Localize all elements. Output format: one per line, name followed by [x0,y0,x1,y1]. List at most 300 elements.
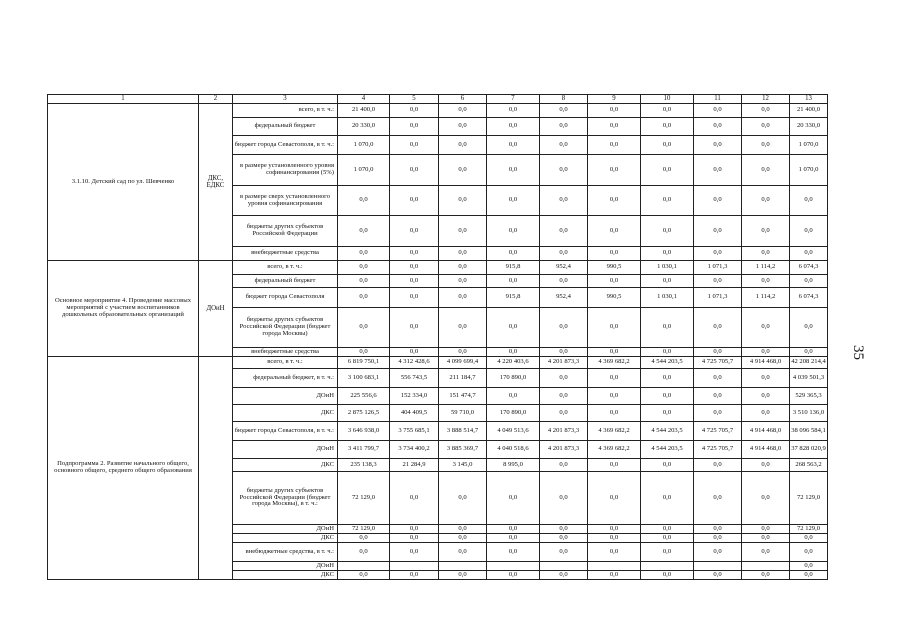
value-cell: 0,0 [641,136,694,155]
value-cell: 0,0 [487,472,540,525]
col-header: 8 [540,95,588,104]
value-cell: 0,0 [694,348,742,357]
value-cell: 0,0 [439,104,487,118]
value-cell: 151 474,7 [439,388,487,405]
value-cell: 0,0 [439,261,487,275]
value-cell: 4 201 873,3 [540,422,588,441]
value-cell: 0,0 [338,186,390,216]
value-cell: 0,0 [742,525,790,534]
value-cell: 404 409,5 [390,405,439,422]
value-cell: 0,0 [694,369,742,388]
value-cell: 3 100 683,1 [338,369,390,388]
value-cell: 0,0 [742,472,790,525]
value-cell: 915,8 [487,261,540,275]
col-header: 11 [694,95,742,104]
value-cell: 0,0 [790,562,828,571]
table-row [48,261,828,275]
value-cell: 4 725 705,7 [694,422,742,441]
value-cell: 0,0 [540,534,588,543]
funding-source-cell: ДОиН [233,388,338,405]
value-cell: 0,0 [390,534,439,543]
funding-source-cell: бюджет города Севастополя, в т. ч.: [233,136,338,155]
col-header: 5 [390,95,439,104]
value-cell: 3 734 400,2 [390,441,439,459]
value-cell: 952,4 [540,288,588,308]
value-cell: 0,0 [540,308,588,348]
value-cell: 0,0 [439,216,487,247]
value-cell: 4 369 682,2 [588,422,641,441]
value-cell: 0,0 [694,472,742,525]
value-cell: 4 201 873,3 [540,441,588,459]
value-cell: 0,0 [439,308,487,348]
value-cell: 0,0 [742,571,790,580]
value-cell: 0,0 [694,216,742,247]
col-header: 7 [487,95,540,104]
value-cell: 3 411 799,7 [338,441,390,459]
value-cell: 59 710,0 [439,405,487,422]
value-cell: 0,0 [439,543,487,562]
value-cell: 0,0 [338,261,390,275]
funding-source-cell: бюджет города Севастополя [233,288,338,308]
value-cell: 0,0 [540,155,588,186]
value-cell: 0,0 [439,472,487,525]
value-cell: 0,0 [742,275,790,288]
value-cell: 0,0 [742,104,790,118]
value-cell: 2 875 126,5 [338,405,390,422]
funding-source-cell: внебюджетные средства, в т. ч.: [233,543,338,562]
funding-source-cell: внебюджетные средства [233,348,338,357]
value-cell: 0,0 [641,275,694,288]
value-cell: 0,0 [694,104,742,118]
value-cell: 0,0 [390,118,439,136]
value-cell: 0,0 [641,155,694,186]
value-cell: 6 074,3 [790,288,828,308]
program-name-cell: 3.1.10. Детский сад по ул. Шевченко [48,104,199,261]
funding-source-cell: ДКС [233,405,338,422]
value-cell: 0,0 [390,261,439,275]
value-cell: 0,0 [742,534,790,543]
value-cell: 0,0 [439,155,487,186]
funding-source-cell: всего, в т. ч.: [233,104,338,118]
value-cell: 0,0 [439,525,487,534]
value-cell: 72 129,0 [790,525,828,534]
value-cell: 21 400,0 [790,104,828,118]
value-cell: 42 208 214,4 [790,357,828,369]
value-cell: 0,0 [742,459,790,472]
value-cell: 0,0 [338,275,390,288]
value-cell: 4 544 203,5 [641,422,694,441]
value-cell: 0,0 [641,186,694,216]
value-cell: 0,0 [540,405,588,422]
funding-source-cell: ДКС [233,571,338,580]
value-cell: 990,5 [588,261,641,275]
value-cell: 0,0 [439,288,487,308]
value-cell: 4 369 682,2 [588,441,641,459]
value-cell: 0,0 [540,118,588,136]
funding-source-cell: ДОиН [233,441,338,459]
value-cell: 0,0 [540,369,588,388]
value-cell: 235 138,3 [338,459,390,472]
value-cell: 4 049 513,6 [487,422,540,441]
value-cell: 0,0 [540,136,588,155]
value-cell: 0,0 [439,136,487,155]
value-cell: 0,0 [588,186,641,216]
value-cell: 0,0 [790,247,828,261]
value-cell: 0,0 [338,543,390,562]
value-cell: 4 725 705,7 [694,357,742,369]
value-cell: 0,0 [641,348,694,357]
value-cell: 0,0 [694,275,742,288]
funding-source-cell: федеральный бюджет, в т. ч.: [233,369,338,388]
value-cell: 4 099 699,4 [439,357,487,369]
value-cell: 4 914 468,0 [742,422,790,441]
value-cell: 1 114,2 [742,288,790,308]
value-cell: 0,0 [694,388,742,405]
value-cell: 0,0 [694,136,742,155]
value-cell: 3 885 369,7 [439,441,487,459]
col-header: 3 [233,95,338,104]
table-row [48,357,828,369]
value-cell: 0,0 [338,308,390,348]
value-cell: 0,0 [487,525,540,534]
value-cell: 529 365,3 [790,388,828,405]
funding-source-cell: внебюджетные средства [233,247,338,261]
value-cell: 0,0 [338,288,390,308]
value-cell: 0,0 [439,571,487,580]
executor-cell: ДОиН [199,261,233,357]
value-cell [742,562,790,571]
value-cell: 0,0 [694,405,742,422]
value-cell: 0,0 [487,247,540,261]
value-cell [390,562,439,571]
value-cell [641,562,694,571]
value-cell: 3 646 938,0 [338,422,390,441]
value-cell: 152 334,0 [390,388,439,405]
value-cell: 0,0 [390,543,439,562]
value-cell: 0,0 [588,247,641,261]
value-cell: 1 114,2 [742,261,790,275]
value-cell: 21 400,0 [338,104,390,118]
value-cell: 0,0 [338,534,390,543]
value-cell: 0,0 [694,155,742,186]
funding-source-cell: бюджет города Севастополя, в т. ч.: [233,422,338,441]
value-cell: 0,0 [338,247,390,261]
executor-cell: ДКС, ЕДКС [199,104,233,261]
value-cell: 72 129,0 [790,472,828,525]
value-cell: 0,0 [641,525,694,534]
value-cell: 0,0 [540,388,588,405]
value-cell: 0,0 [790,308,828,348]
value-cell: 0,0 [641,571,694,580]
value-cell [588,562,641,571]
value-cell: 0,0 [487,571,540,580]
value-cell: 0,0 [694,459,742,472]
value-cell: 0,0 [742,155,790,186]
value-cell: 0,0 [487,186,540,216]
value-cell: 0,0 [641,534,694,543]
funding-source-cell: бюджеты других субъектов Российской Федерации (бюджет города Москвы) [233,308,338,348]
value-cell: 0,0 [790,348,828,357]
col-header: 1 [48,95,199,104]
value-cell: 0,0 [390,155,439,186]
value-cell: 0,0 [641,388,694,405]
value-cell: 0,0 [540,186,588,216]
value-cell: 37 828 020,9 [790,441,828,459]
value-cell: 0,0 [742,348,790,357]
col-header: 6 [439,95,487,104]
value-cell: 0,0 [790,216,828,247]
value-cell: 0,0 [540,275,588,288]
value-cell: 0,0 [742,543,790,562]
value-cell: 0,0 [390,275,439,288]
funding-source-cell: бюджеты других субъектов Российской Федерации (бюджет города Москвы), в т. ч.: [233,472,338,525]
value-cell: 4 312 428,6 [390,357,439,369]
value-cell: 0,0 [540,525,588,534]
table-row [48,104,828,118]
value-cell: 1 070,0 [338,136,390,155]
value-cell: 0,0 [540,472,588,525]
value-cell: 915,8 [487,288,540,308]
value-cell: 0,0 [742,308,790,348]
value-cell: 3 145,0 [439,459,487,472]
value-cell: 0,0 [338,216,390,247]
value-cell: 0,0 [540,459,588,472]
value-cell: 0,0 [641,369,694,388]
value-cell: 0,0 [790,571,828,580]
value-cell [338,562,390,571]
value-cell: 4 220 403,6 [487,357,540,369]
value-cell: 0,0 [439,534,487,543]
value-cell: 0,0 [588,459,641,472]
value-cell: 0,0 [390,186,439,216]
value-cell: 0,0 [641,308,694,348]
value-cell: 1 071,3 [694,261,742,275]
funding-source-cell: ДОиН [233,562,338,571]
value-cell [487,562,540,571]
value-cell: 0,0 [742,405,790,422]
value-cell: 4 544 203,5 [641,441,694,459]
value-cell: 0,0 [439,348,487,357]
program-name-cell: Подпрограмма 2. Развитие начального общего, основного общего, среднего общего образования [48,357,199,580]
col-header: 12 [742,95,790,104]
value-cell [694,562,742,571]
value-cell: 0,0 [588,155,641,186]
funding-source-cell: федеральный бюджет [233,275,338,288]
value-cell: 4 201 873,3 [540,357,588,369]
value-cell: 170 890,0 [487,369,540,388]
value-cell [540,562,588,571]
value-cell [439,562,487,571]
budget-table [47,94,828,580]
value-cell: 0,0 [588,104,641,118]
value-cell: 0,0 [742,369,790,388]
value-cell: 0,0 [694,534,742,543]
value-cell: 0,0 [487,308,540,348]
value-cell: 0,0 [439,118,487,136]
funding-source-cell: ДОиН [233,525,338,534]
value-cell: 4 544 203,5 [641,357,694,369]
table-body [48,104,828,580]
value-cell: 0,0 [588,534,641,543]
value-cell: 0,0 [641,247,694,261]
value-cell: 4 369 682,2 [588,357,641,369]
col-header: 9 [588,95,641,104]
value-cell: 4 914 468,0 [742,357,790,369]
value-cell: 0,0 [588,275,641,288]
program-name-cell: Основное мероприятие 4. Проведение массовых мероприятий с участием воспитанников дошкольных образовательных организаций [48,261,199,357]
value-cell: 0,0 [390,136,439,155]
funding-source-cell: бюджеты других субъектов Российской Федерации [233,216,338,247]
value-cell: 0,0 [439,247,487,261]
value-cell: 0,0 [338,571,390,580]
value-cell: 0,0 [390,104,439,118]
value-cell: 1 070,0 [338,155,390,186]
value-cell: 0,0 [742,388,790,405]
value-cell: 0,0 [588,118,641,136]
funding-source-cell: в размере сверх установленного уровня софинансирования [233,186,338,216]
value-cell: 0,0 [790,543,828,562]
value-cell: 0,0 [694,525,742,534]
value-cell: 3 510 136,0 [790,405,828,422]
value-cell: 0,0 [439,186,487,216]
value-cell: 0,0 [641,472,694,525]
value-cell: 0,0 [588,525,641,534]
value-cell: 0,0 [540,348,588,357]
value-cell: 0,0 [790,275,828,288]
value-cell: 0,0 [487,104,540,118]
value-cell: 0,0 [588,348,641,357]
value-cell: 4 039 501,3 [790,369,828,388]
value-cell: 0,0 [390,348,439,357]
value-cell: 0,0 [390,288,439,308]
value-cell: 0,0 [588,405,641,422]
value-cell: 0,0 [694,186,742,216]
value-cell: 1 070,0 [790,136,828,155]
value-cell: 1 070,0 [790,155,828,186]
value-cell: 0,0 [588,472,641,525]
value-cell: 20 330,0 [790,118,828,136]
value-cell: 38 096 584,1 [790,422,828,441]
value-cell: 0,0 [390,472,439,525]
value-cell: 0,0 [540,247,588,261]
page-number: 35 [850,345,866,360]
value-cell: 0,0 [588,543,641,562]
value-cell: 20 330,0 [338,118,390,136]
value-cell: 0,0 [641,118,694,136]
value-cell: 0,0 [588,216,641,247]
value-cell: 0,0 [439,275,487,288]
value-cell: 6 819 750,1 [338,357,390,369]
value-cell: 170 890,0 [487,405,540,422]
value-cell: 0,0 [390,525,439,534]
value-cell: 0,0 [390,571,439,580]
value-cell: 990,5 [588,288,641,308]
value-cell: 0,0 [588,369,641,388]
value-cell: 4 725 705,7 [694,441,742,459]
value-cell: 0,0 [641,104,694,118]
funding-source-cell: всего, в т. ч.: [233,357,338,369]
value-cell: 0,0 [588,388,641,405]
value-cell: 0,0 [540,543,588,562]
col-header: 13 [790,95,828,104]
value-cell: 0,0 [742,186,790,216]
value-cell: 1 030,1 [641,288,694,308]
value-cell: 0,0 [588,308,641,348]
executor-cell [199,357,233,580]
value-cell: 1 071,3 [694,288,742,308]
value-cell: 0,0 [641,543,694,562]
value-cell: 0,0 [487,388,540,405]
value-cell: 0,0 [742,247,790,261]
value-cell: 0,0 [742,118,790,136]
value-cell: 0,0 [742,136,790,155]
value-cell: 0,0 [487,534,540,543]
value-cell: 72 129,0 [338,525,390,534]
value-cell: 0,0 [540,104,588,118]
value-cell: 268 563,2 [790,459,828,472]
value-cell: 0,0 [487,136,540,155]
value-cell: 0,0 [540,571,588,580]
value-cell: 0,0 [641,459,694,472]
value-cell: 72 129,0 [338,472,390,525]
value-cell: 0,0 [390,308,439,348]
value-cell: 0,0 [588,571,641,580]
value-cell: 1 030,1 [641,261,694,275]
funding-source-cell: всего, в т. ч.: [233,261,338,275]
value-cell: 6 074,3 [790,261,828,275]
col-header: 2 [199,95,233,104]
value-cell: 0,0 [641,216,694,247]
column-number-row [48,95,828,104]
value-cell: 4 040 518,6 [487,441,540,459]
value-cell: 0,0 [390,247,439,261]
value-cell: 952,4 [540,261,588,275]
value-cell: 0,0 [694,571,742,580]
value-cell: 0,0 [487,348,540,357]
value-cell: 0,0 [694,543,742,562]
value-cell: 211 184,7 [439,369,487,388]
value-cell: 0,0 [790,534,828,543]
funding-source-cell: ДКС [233,459,338,472]
value-cell: 0,0 [487,216,540,247]
value-cell: 3 888 514,7 [439,422,487,441]
value-cell: 0,0 [487,275,540,288]
value-cell: 0,0 [790,186,828,216]
value-cell: 0,0 [338,348,390,357]
value-cell: 0,0 [588,136,641,155]
value-cell: 0,0 [487,543,540,562]
funding-source-cell: в размере установленного уровня софинансирования (5%) [233,155,338,186]
col-header: 4 [338,95,390,104]
funding-source-cell: ДКС [233,534,338,543]
value-cell: 0,0 [641,405,694,422]
value-cell: 8 995,0 [487,459,540,472]
value-cell: 21 284,9 [390,459,439,472]
value-cell: 3 755 685,1 [390,422,439,441]
value-cell: 4 914 468,0 [742,441,790,459]
value-cell: 0,0 [487,118,540,136]
value-cell: 0,0 [742,216,790,247]
value-cell: 225 556,6 [338,388,390,405]
col-header: 10 [641,95,694,104]
value-cell: 0,0 [390,216,439,247]
value-cell: 0,0 [540,216,588,247]
value-cell: 0,0 [694,308,742,348]
value-cell: 0,0 [694,247,742,261]
value-cell: 0,0 [487,155,540,186]
funding-source-cell: федеральный бюджет [233,118,338,136]
value-cell: 0,0 [694,118,742,136]
